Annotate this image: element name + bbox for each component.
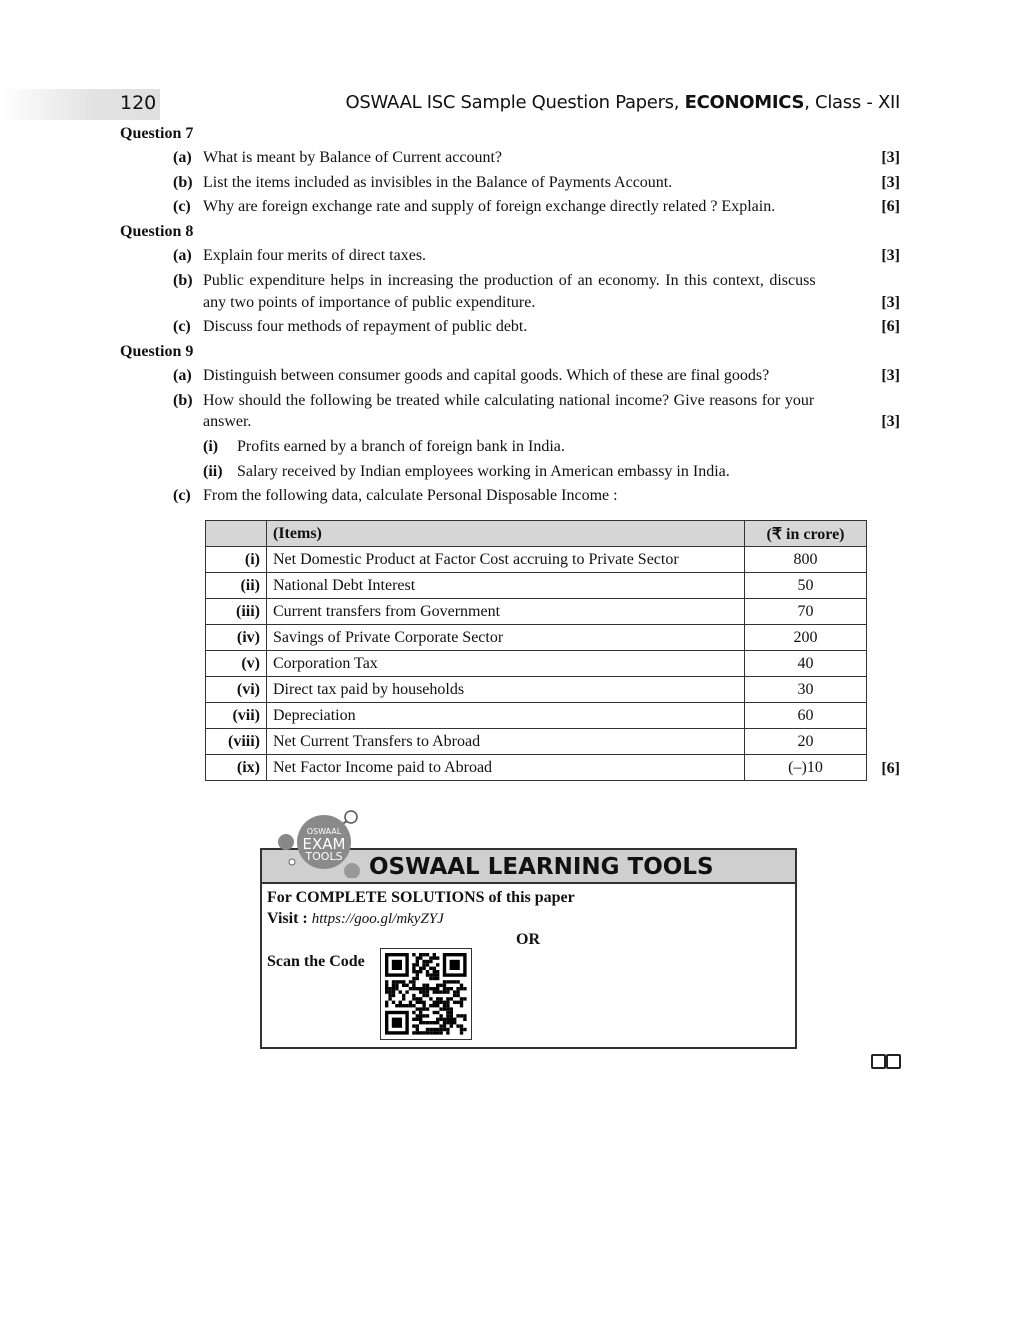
row-amount: 60 (745, 703, 867, 729)
running-header (346, 92, 900, 113)
table-row (206, 729, 867, 755)
q7c-label: (c) (173, 198, 191, 215)
q7b-marks: [3] (881, 174, 900, 191)
row-amount: 20 (745, 729, 867, 755)
row-amount: (–)10 (745, 755, 867, 781)
visit-label: Visit : (267, 910, 308, 927)
q9c-label: (c) (173, 487, 191, 504)
q8a-text: Explain four merits of direct taxes. (203, 247, 427, 264)
header-title-pre: OSWAAL ISC Sample Question Papers, (345, 92, 685, 113)
q9a-label: (a) (173, 367, 192, 384)
question-9-title: Question 9 (120, 343, 194, 360)
row-index: (ix) (206, 755, 267, 781)
row-index: (vi) (206, 677, 267, 703)
q8a-label: (a) (173, 247, 192, 264)
q8b-marks: [3] (881, 294, 900, 311)
oswaal-exam-tools-logo (274, 806, 364, 878)
end-mark-icon (886, 1054, 901, 1069)
row-item: Net Domestic Product at Factor Cost accruing to Private Sector (267, 547, 745, 573)
qr-code[interactable] (380, 948, 472, 1040)
solutions-link[interactable]: https://goo.gl/mkyZYJ (311, 911, 444, 927)
q8c-label: (c) (173, 318, 191, 335)
end-mark-icon (871, 1054, 886, 1069)
q9b-ii-text: Salary received by Indian employees working in American embassy in India. (237, 463, 730, 480)
q9c-marks: [6] (881, 760, 900, 777)
row-item: National Debt Interest (267, 573, 745, 599)
table-row (206, 573, 867, 599)
q9b-ii-label: (ii) (203, 463, 223, 480)
q8c-marks: [6] (881, 318, 900, 335)
header-subject: ECONOMICS (684, 92, 805, 113)
row-amount: 200 (745, 625, 867, 651)
row-item: Direct tax paid by households (267, 677, 745, 703)
row-item: Net Factor Income paid to Abroad (267, 755, 745, 781)
q9b-label: (b) (173, 392, 193, 409)
q7b-label: (b) (173, 174, 193, 191)
row-item: Current transfers from Government (267, 599, 745, 625)
table-row (206, 677, 867, 703)
question-7-title: Question 7 (120, 125, 194, 142)
table-row (206, 625, 867, 651)
col-header-index (206, 521, 267, 547)
svg-text:OSWAAL: OSWAAL (306, 827, 342, 836)
row-index: (v) (206, 651, 267, 677)
header-class: , Class - XII (804, 92, 900, 113)
q8b-text-cont: any two points of importance of public expenditure. (203, 294, 536, 311)
table-row (206, 651, 867, 677)
row-index: (ii) (206, 573, 267, 599)
table-row (206, 703, 867, 729)
q9a-text: Distinguish between consumer goods and capital goods. Which of these are final goods? (203, 367, 770, 384)
or-text: OR (516, 931, 540, 948)
row-item: Depreciation (267, 703, 745, 729)
qr-code-image (381, 949, 471, 1039)
learning-tools-title: OSWAAL LEARNING TOOLS (262, 850, 795, 884)
scan-label: Scan the Code (267, 953, 365, 970)
q7c-text: Why are foreign exchange rate and supply of foreign exchange directly related ? Explain. (203, 198, 776, 215)
row-amount: 70 (745, 599, 867, 625)
q9b-i-label: (i) (203, 438, 219, 455)
learning-tools-box (260, 848, 797, 1049)
row-item: Net Current Transfers to Abroad (267, 729, 745, 755)
row-index: (iv) (206, 625, 267, 651)
q9a-marks: [3] (881, 367, 900, 384)
q7a-text: What is meant by Balance of Current account? (203, 149, 502, 166)
q7b-text: List the items included as invisibles in the Balance of Payments Account. (203, 174, 673, 191)
row-index: (vii) (206, 703, 267, 729)
svg-text:EXAM: EXAM (302, 835, 346, 853)
row-item: Corporation Tax (267, 651, 745, 677)
q7a-label: (a) (173, 149, 192, 166)
q7a-marks: [3] (881, 149, 900, 166)
table-row (206, 755, 867, 781)
row-amount: 40 (745, 651, 867, 677)
row-index: (viii) (206, 729, 267, 755)
question-8-title: Question 8 (120, 223, 194, 240)
row-amount: 800 (745, 547, 867, 573)
row-amount: 30 (745, 677, 867, 703)
q7c-marks: [6] (881, 198, 900, 215)
data-table (205, 520, 867, 781)
q8a-marks: [3] (881, 247, 900, 264)
row-item: Savings of Private Corporate Sector (267, 625, 745, 651)
table-header-row (206, 521, 867, 547)
table-row (206, 599, 867, 625)
q9b-text: How should the following be treated while calculating national income? Give reasons for your (203, 392, 815, 409)
q9b-marks: [3] (881, 413, 900, 430)
q8b-text: Public expenditure helps in increasing the production of an economy. In this context, discuss (203, 272, 816, 289)
q9c-text: From the following data, calculate Personal Disposable Income : (203, 487, 618, 504)
visit-line (267, 909, 444, 929)
col-header-items: (Items) (267, 521, 745, 547)
row-index: (i) (206, 547, 267, 573)
table-row (206, 547, 867, 573)
col-header-amount: (₹ in crore) (745, 521, 867, 547)
q8c-text: Discuss four methods of repayment of public debt. (203, 318, 528, 335)
q9b-i-text: Profits earned by a branch of foreign bank in India. (237, 438, 565, 455)
row-amount: 50 (745, 573, 867, 599)
solutions-line: For COMPLETE SOLUTIONS of this paper (267, 889, 575, 906)
page-number: 120 (120, 92, 157, 114)
q9b-text-cont: answer. (203, 413, 252, 430)
svg-text:TOOLS: TOOLS (305, 850, 343, 863)
row-index: (iii) (206, 599, 267, 625)
q8b-label: (b) (173, 272, 193, 289)
